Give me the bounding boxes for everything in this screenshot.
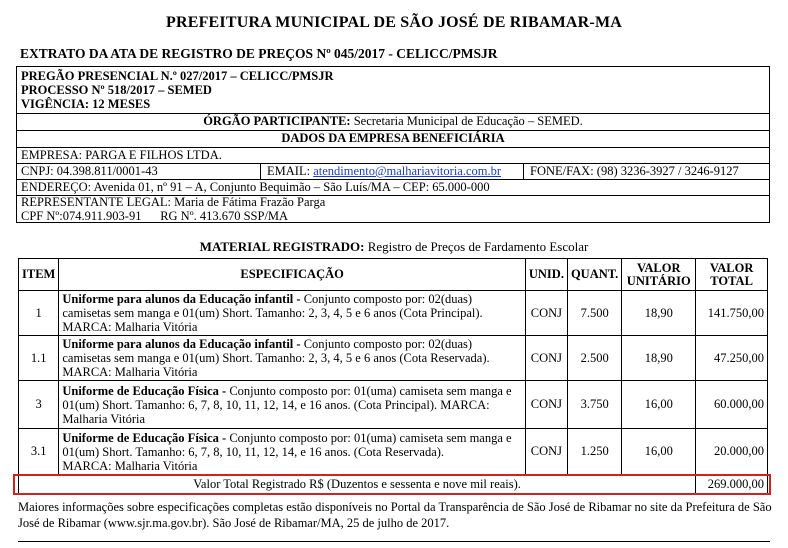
row-spec: Uniforme de Educação Física - Conjunto composto por: 01(uma) camiseta sem manga e 01(um) Short. Tamanho: 6, 7, 8, 10, 11, 12, 14, e 16 anos. (Cota Principal). MARCA: Malharia Vitória (59, 381, 526, 429)
items-table (18, 258, 768, 494)
extrato-heading: EXTRATO DA ATA DE REGISTRO DE PREÇOS Nº 045/2017 - CELICC/PMSJR (20, 46, 498, 61)
fone-line: FONE/FAX: (98) 3236-3927 / 3246-9127 (530, 164, 739, 178)
material-label: MATERIAL REGISTRADO: (199, 239, 365, 254)
bottom-divider (18, 541, 770, 542)
table-row (19, 381, 768, 429)
endereco-line: ENDEREÇO: Avenida 01, nº 91 – A, Conjunto Bequimão – São Luís/MA – CEP: 65.000-000 (21, 180, 490, 194)
email-line (267, 164, 501, 179)
row-quant: 7.500 (567, 291, 621, 336)
row-item: 3 (19, 381, 59, 429)
header-quant: QUANT. (567, 259, 621, 291)
row-quant: 3.750 (567, 381, 621, 429)
header-unid: UNID. (525, 259, 567, 291)
cnpj-line: CNPJ: 04.398.811/0001-43 (21, 164, 158, 178)
cpf-rg-line: CPF Nº:074.911.903-91 RG Nº. 413.670 SSP/MA (21, 209, 289, 223)
orgao-label: ÓRGÃO PARTICIPANTE: (203, 114, 351, 128)
orgao-participante (17, 114, 769, 129)
processo-line: PROCESSO Nº 518/2017 – SEMED (21, 83, 212, 97)
row-valor-total: 47.250,00 (696, 336, 768, 381)
material-value: Registro de Preços de Fardamento Escolar (364, 239, 589, 254)
dados-empresa-heading: DADOS DA EMPRESA BENEFICIÁRIA (281, 131, 505, 145)
row-item: 1 (19, 291, 59, 336)
total-value: 269.000,00 (696, 475, 768, 494)
table-row (19, 291, 768, 336)
table-header-row (19, 259, 768, 291)
document-title: PREFEITURA MUNICIPAL DE SÃO JOSÉ DE RIBAMAR-MA (165, 14, 623, 31)
row-unid: CONJ (525, 291, 567, 336)
table-row (19, 336, 768, 381)
row-spec: Uniforme para alunos da Educação infantil - Conjunto composto por: 02(duas) camisetas sem manga e 01(um) Short. Tamanho: 2, 3, 4, 5 e 6 anos (Cota Reservada). MARCA: Malharia Vitória (59, 336, 526, 381)
header-item: ITEM (19, 259, 59, 291)
row-quant: 1.250 (567, 429, 621, 475)
row-quant: 2.500 (567, 336, 621, 381)
row-unid: CONJ (525, 381, 567, 429)
total-highlight-box (13, 474, 771, 495)
header-valor-unitario: VALOR UNITÁRIO (622, 259, 696, 291)
email-label: EMAIL: (267, 164, 314, 178)
footer-note: Maiores informações sobre especificações completas estão disponíveis no Portal da Transparência de São José de Ribamar no site da Prefeitura de São José de Ribamar (www.sjr.ma.gov.br). São José de Ribamar/MA, 25 de julho de 2017. (18, 500, 772, 530)
contract-info-box (16, 66, 770, 223)
row-valor-unitario: 18,90 (622, 291, 696, 336)
orgao-value: Secretaria Municipal de Educação – SEMED. (350, 114, 583, 128)
row-item: 3.1 (19, 429, 59, 475)
row-spec: Uniforme para alunos da Educação infantil - Conjunto composto por: 02(duas) camisetas sem manga e 01(um) Short. Tamanho: 2, 3, 4, 5 e 6 anos (Cota Principal). MARCA: Malharia Vitória (59, 291, 526, 336)
row-unid: CONJ (525, 429, 567, 475)
header-valor-total: VALOR TOTAL (696, 259, 768, 291)
table-row (19, 429, 768, 475)
pregao-line: PREGÃO PRESENCIAL N.º 027/2017 – CELICC/PMSJR (21, 69, 334, 83)
header-spec: ESPECIFICAÇÃO (59, 259, 526, 291)
representante-line: REPRESENTANTE LEGAL: Maria de Fátima Frazão Parga (21, 195, 326, 209)
total-label: Valor Total Registrado R$ (Duzentos e sessenta e nove mil reais). (19, 475, 696, 494)
row-spec: Uniforme de Educação Física - Conjunto composto por: 01(uma) camiseta sem manga e 01(um) Short. Tamanho: 6, 7, 8, 10, 11, 12, 14, e 16 anos. (Cota Reservada). MARCA: Malharia Vitória (59, 429, 526, 475)
row-unid: CONJ (525, 336, 567, 381)
row-valor-total: 20.000,00 (696, 429, 768, 475)
empresa-line: EMPRESA: PARGA E FILHOS LTDA. (21, 148, 222, 162)
row-valor-unitario: 16,00 (622, 381, 696, 429)
row-valor-unitario: 16,00 (622, 429, 696, 475)
row-valor-total: 60.000,00 (696, 381, 768, 429)
row-valor-unitario: 18,90 (622, 336, 696, 381)
vigencia-line: VIGÊNCIA: 12 MESES (21, 97, 151, 111)
email-link[interactable]: atendimento@malhariavitoria.com.br (313, 164, 502, 178)
row-valor-total: 141.750,00 (696, 291, 768, 336)
material-registrado (0, 239, 788, 255)
row-item: 1.1 (19, 336, 59, 381)
